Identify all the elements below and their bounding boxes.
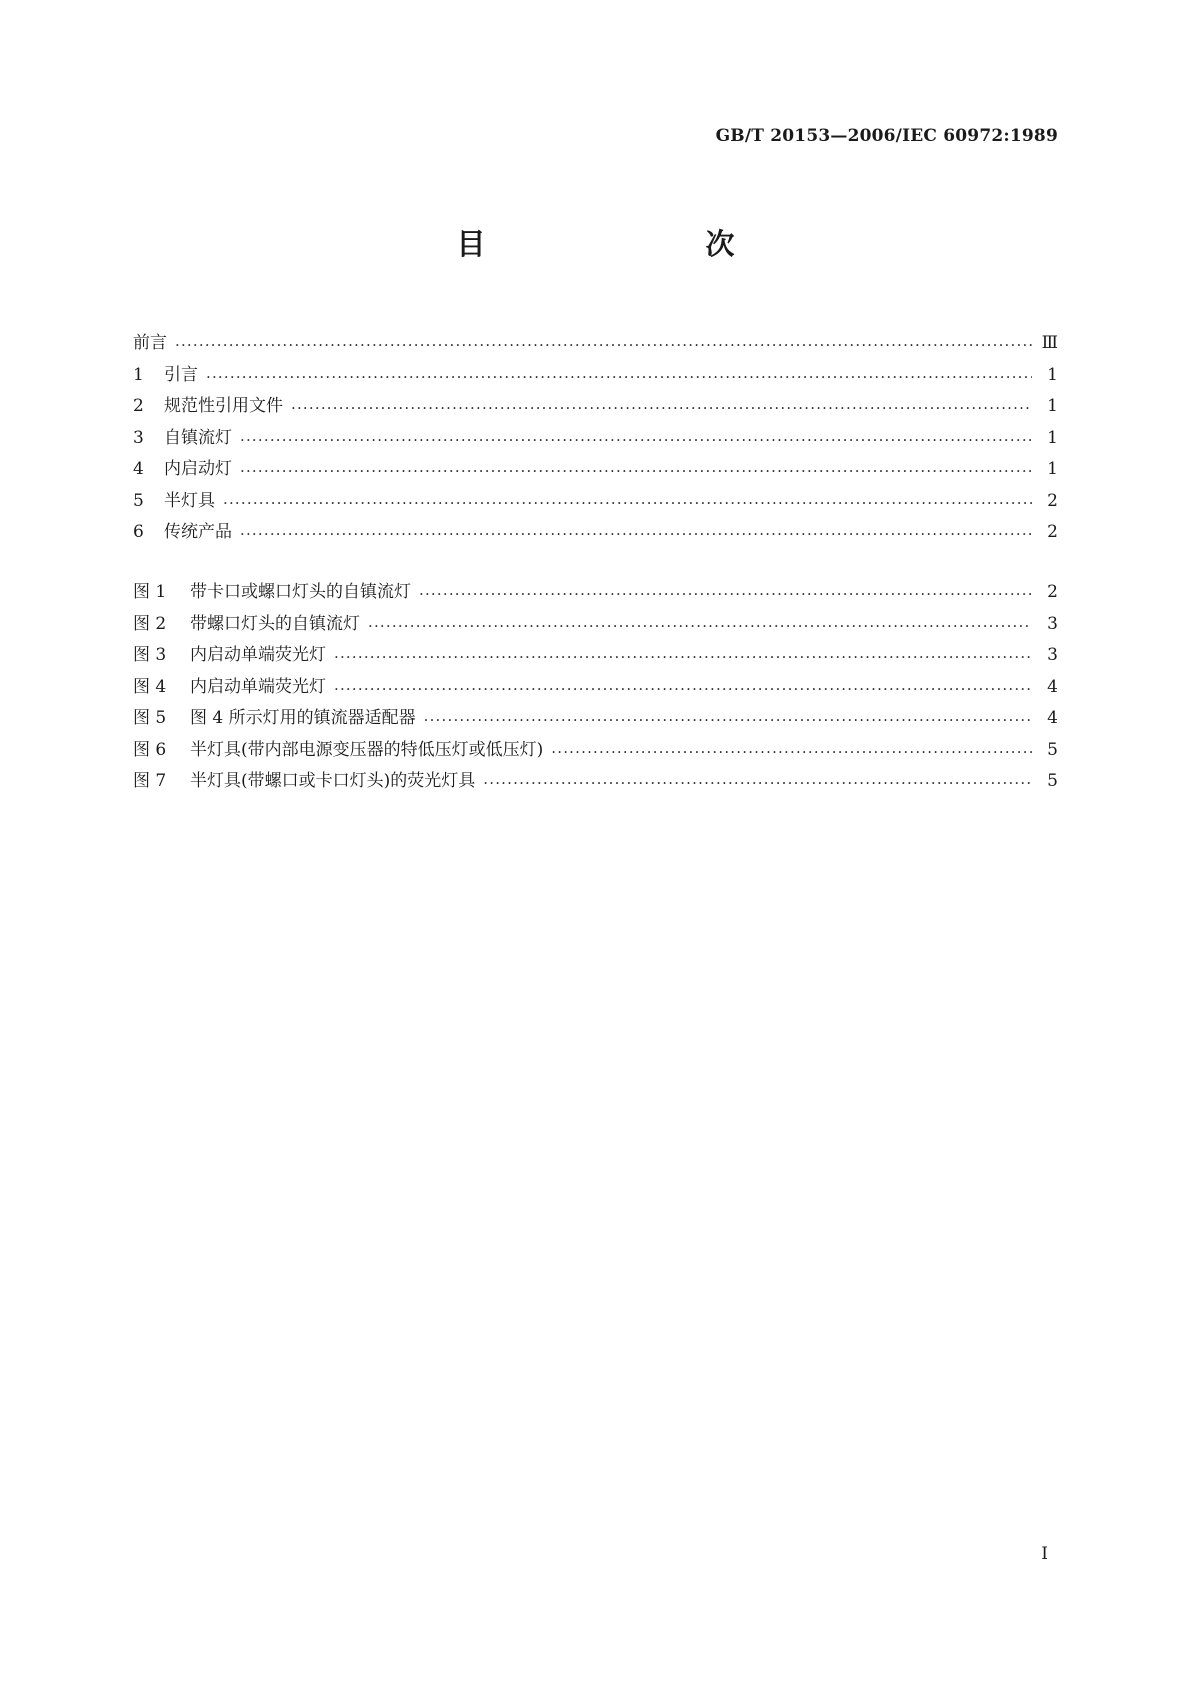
toc-entry-figure-5[interactable] <box>133 703 1058 735</box>
toc-entry-number: 图 3 <box>133 645 167 665</box>
toc-entry-title: 自镇流灯 <box>164 427 232 448</box>
toc-entry-number: 3 <box>133 427 144 448</box>
toc-sections-list <box>133 328 1058 549</box>
dot-leader <box>551 737 1032 769</box>
dot-leader <box>334 642 1032 674</box>
dot-leader <box>424 705 1032 737</box>
toc-entry-number: 2 <box>133 396 144 416</box>
toc-entry-foreword[interactable] <box>133 328 1058 360</box>
toc-entry-page: Ⅲ <box>1041 333 1058 353</box>
toc-entry-page: 1 <box>1047 459 1058 479</box>
toc-entry-page: 3 <box>1047 645 1058 665</box>
toc-entry-number: 图 4 <box>133 676 167 697</box>
dot-leader <box>206 362 1032 394</box>
toc-entry-page: 4 <box>1047 676 1058 697</box>
toc-entry-number: 6 <box>133 522 144 542</box>
toc-entry-section-2[interactable] <box>133 391 1058 423</box>
toc-entry-figure-6[interactable] <box>133 735 1058 767</box>
toc-entry-title: 内启动单端荧光灯 <box>190 645 326 665</box>
dot-leader <box>240 425 1032 457</box>
toc-entry-number: 图 7 <box>133 771 167 791</box>
toc-entry-title: 图 4 所示灯用的镇流器适配器 <box>190 708 416 728</box>
dot-leader <box>223 488 1032 520</box>
toc-entry-section-3[interactable] <box>133 423 1058 455</box>
standard-number: GB/T 20153—2006/IEC 60972:1989 <box>715 126 1058 146</box>
toc-entry-number: 5 <box>133 490 144 511</box>
toc-entry-title: 带卡口或螺口灯头的自镇流灯 <box>190 582 411 602</box>
toc-entry-figure-1[interactable] <box>133 577 1058 609</box>
dot-leader <box>483 768 1032 800</box>
toc-entry-number: 图 6 <box>133 739 167 760</box>
toc-entry-number: 4 <box>133 459 144 479</box>
toc-entry-page: 5 <box>1047 739 1058 760</box>
dot-leader <box>240 519 1032 551</box>
toc-entry-page: 2 <box>1047 490 1058 511</box>
toc-entry-number: 图 1 <box>133 582 167 602</box>
dot-leader <box>240 456 1032 488</box>
toc-entry-figure-3[interactable] <box>133 640 1058 672</box>
toc-entry-section-4[interactable] <box>133 454 1058 486</box>
toc-entry-page: 1 <box>1047 364 1058 385</box>
toc-entry-number: 1 <box>133 364 144 385</box>
toc-entry-number: 图 5 <box>133 708 167 728</box>
toc-entry-title: 半灯具(带螺口或卡口灯头)的荧光灯具 <box>190 771 476 791</box>
toc-entry-section-6[interactable] <box>133 517 1058 549</box>
toc-entry-page: 3 <box>1047 613 1058 634</box>
toc-entry-number: 图 2 <box>133 613 167 634</box>
toc-entry-section-1[interactable] <box>133 360 1058 392</box>
page-number: Ⅰ <box>1041 1544 1048 1564</box>
dot-leader <box>419 579 1032 611</box>
toc-entry-title: 半灯具 <box>164 490 215 511</box>
dot-leader <box>175 330 1032 362</box>
toc-entry-title: 传统产品 <box>164 522 232 542</box>
toc-entry-section-5[interactable] <box>133 486 1058 518</box>
toc-entry-page: 1 <box>1047 427 1058 448</box>
toc-figures-list <box>133 577 1058 798</box>
toc-entry-page: 2 <box>1047 522 1058 542</box>
dot-leader <box>291 393 1032 425</box>
toc-entry-title: 规范性引用文件 <box>164 396 283 416</box>
dot-leader <box>334 674 1032 706</box>
toc-entry-page: 4 <box>1047 708 1058 728</box>
toc-entry-figure-4[interactable] <box>133 672 1058 704</box>
toc-entry-page: 2 <box>1047 582 1058 602</box>
toc-entry-page: 1 <box>1047 396 1058 416</box>
toc-entry-title: 内启动灯 <box>164 459 232 479</box>
toc-entry-title: 半灯具(带内部电源变压器的特低压灯或低压灯) <box>190 739 544 760</box>
toc-entry-title: 引言 <box>164 364 198 385</box>
toc-entry-title: 内启动单端荧光灯 <box>190 676 326 697</box>
toc-title: 目 次 <box>456 227 789 261</box>
toc-entry-figure-2[interactable] <box>133 609 1058 641</box>
toc-entry-page: 5 <box>1047 771 1058 791</box>
toc-entry-title: 带螺口灯头的自镇流灯 <box>190 613 360 634</box>
toc-entry-title: 前言 <box>133 333 167 353</box>
toc-entry-figure-7[interactable] <box>133 766 1058 798</box>
dot-leader <box>368 611 1032 643</box>
